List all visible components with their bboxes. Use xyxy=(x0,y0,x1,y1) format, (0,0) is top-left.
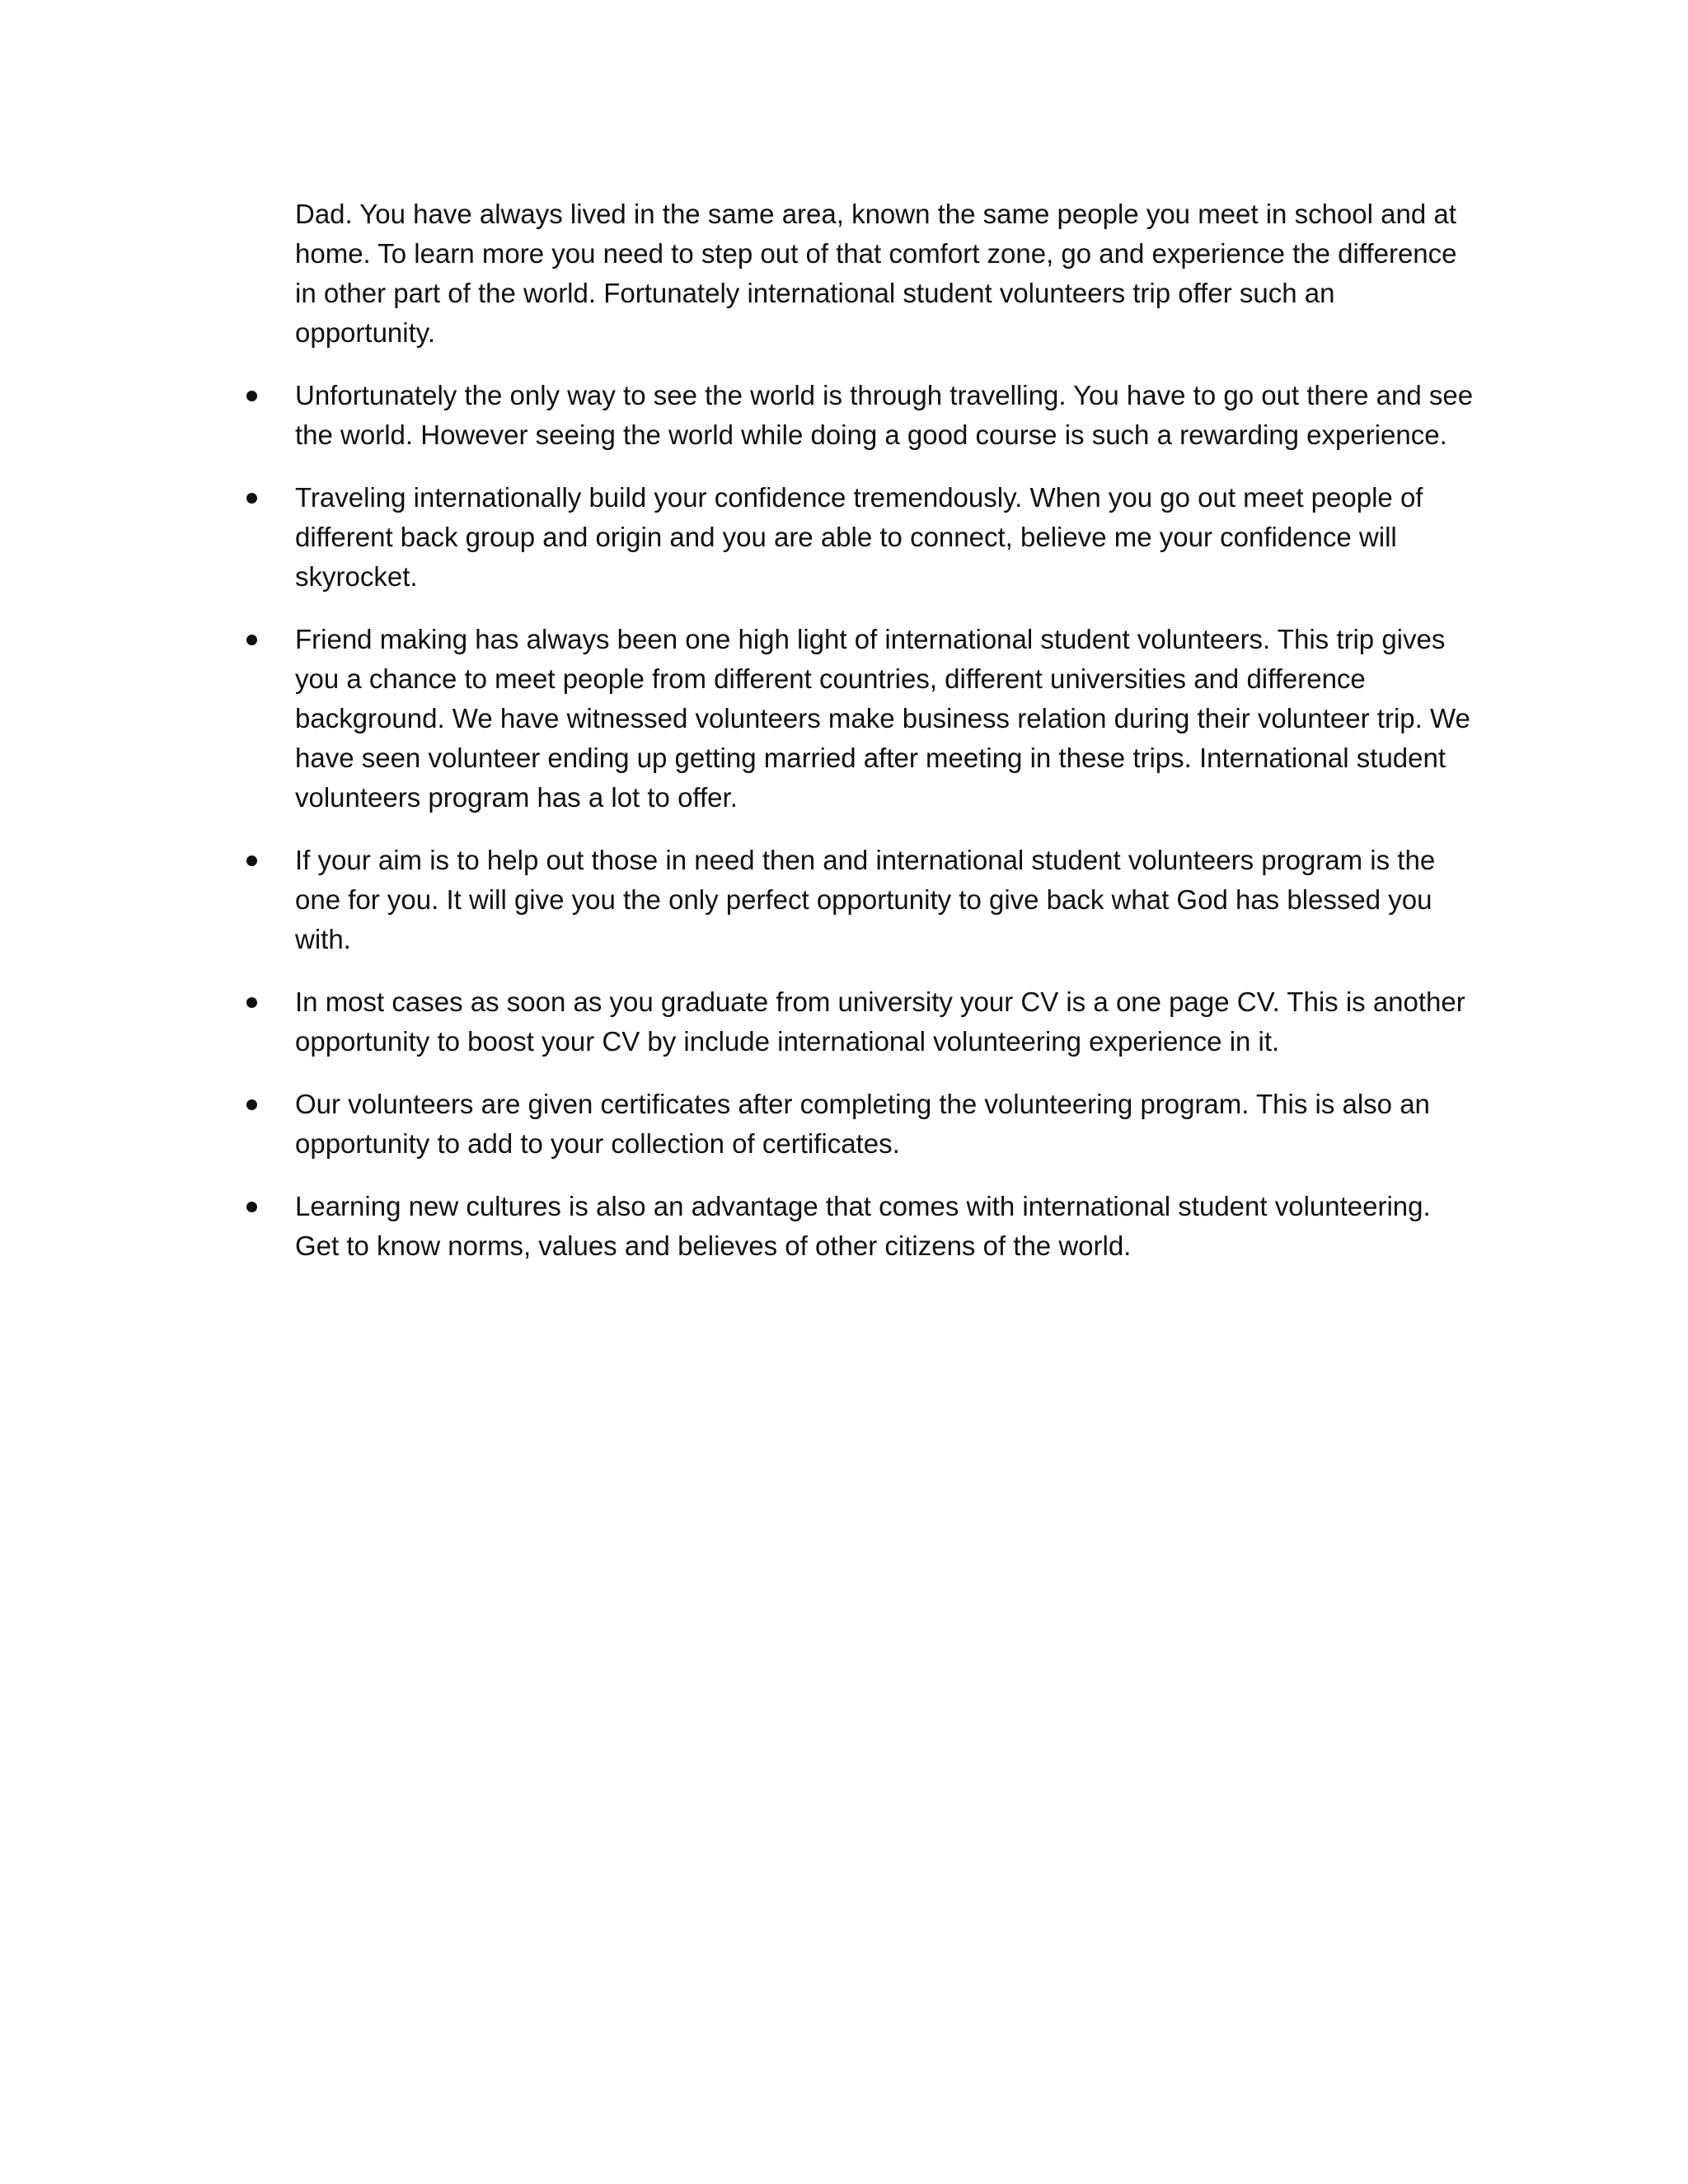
bullet-text: If your aim is to help out those in need then and international student volunteers program is the one for you. It will give you the only perfect opportunity to give back what God has blessed you with. xyxy=(295,845,1436,954)
bullet-text: Unfortunately the only way to see the world is through travelling. You have to go out there and see the world. However seeing the world while doing a good course is such a rewarding experience. xyxy=(295,380,1474,450)
bullet-dot-icon xyxy=(246,635,257,645)
bullet-item xyxy=(246,478,1475,597)
bullet-dot-icon xyxy=(246,997,257,1008)
bullet-text: Our volunteers are given certificates after completing the volunteering program. This is also an opportunity to add to your collection of certificates. xyxy=(295,1089,1430,1159)
bullet-dot-icon xyxy=(246,1099,257,1110)
bullet-text: Friend making has always been one high light of international student volunteers. This trip gives you a chance to meet people from different countries, different universities and difference background. We have witnessed volunteers make business relation during their volunteer trip. We have seen volunteer ending up getting married after meeting in these trips. International student volunteers program has a lot to offer. xyxy=(295,624,1470,813)
bullet-dot-icon xyxy=(246,855,257,866)
bullet-text: In most cases as soon as you graduate from university your CV is a one page CV. This is another opportunity to boost your CV by include international volunteering experience in it. xyxy=(295,987,1465,1057)
bullet-dot-icon xyxy=(246,493,257,504)
continued-paragraph: Dad. You have always lived in the same area, known the same people you meet in school and at home. To learn more you need to step out of that comfort zone, go and experience the difference in other part of the world. Fortunately international student volunteers trip offer such an opportunity. xyxy=(295,199,1457,348)
bullet-text: Learning new cultures is also an advantage that comes with international student volunteering. Get to know norms, values and believes of other citizens of the world. xyxy=(295,1191,1431,1261)
bullet-list xyxy=(246,376,1475,1266)
document-body xyxy=(246,194,1475,1289)
bullet-item xyxy=(246,841,1475,959)
bullet-item xyxy=(246,1187,1475,1266)
bullet-dot-icon xyxy=(246,1202,257,1212)
bullet-item xyxy=(246,376,1475,455)
bullet-item xyxy=(246,982,1475,1062)
bullet-text: Traveling internationally build your confidence tremendously. When you go out meet people of different back group and origin and you are able to connect, believe me your confidence will skyrocket. xyxy=(295,482,1423,592)
bullet-item xyxy=(246,1085,1475,1164)
bullet-item xyxy=(246,620,1475,818)
bullet-dot-icon xyxy=(246,391,257,401)
